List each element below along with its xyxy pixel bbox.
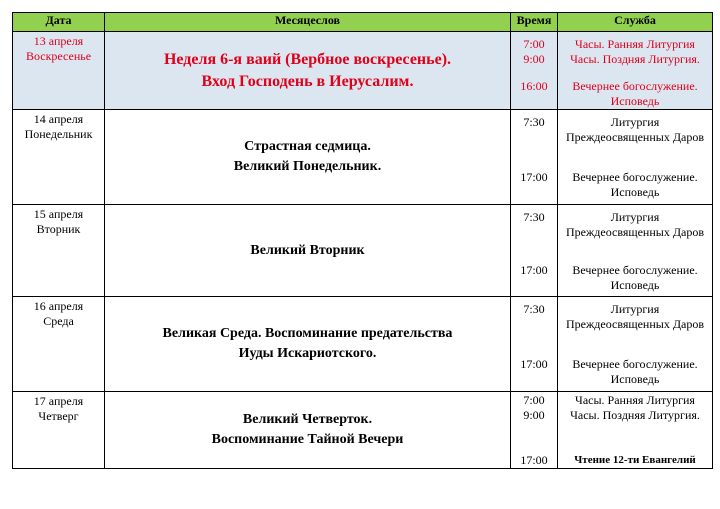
- date: 16 апреля: [33, 299, 84, 313]
- feast-title-line2: Вход Господень в Иерусалим.: [201, 72, 414, 90]
- feast-title-line1: Великая Среда. Воспоминание предательства: [162, 326, 453, 341]
- date-cell: [13, 110, 105, 205]
- table-row: [13, 110, 713, 205]
- header-date: Дата: [13, 13, 105, 32]
- feast-title-line1: Неделя 6-я ваий (Вербное воскресенье).: [163, 50, 452, 68]
- service: Исповедь: [610, 94, 660, 108]
- feast-title-line2: Великий Понедельник.: [233, 159, 382, 174]
- header-row: [13, 13, 713, 32]
- feast-title-cell: [105, 205, 511, 297]
- service: Часы. Поздняя Литургия.: [570, 52, 700, 66]
- date: 14 апреля: [33, 112, 84, 126]
- service-cell: [558, 205, 713, 297]
- service: Исповедь: [610, 372, 660, 386]
- service: Преждеосвященных Даров: [565, 225, 705, 239]
- service: Вечернее богослужение.: [572, 170, 698, 184]
- service: Часы. Ранняя Литургия: [575, 393, 695, 407]
- time: 7:30: [523, 302, 545, 316]
- table-row: [13, 392, 713, 469]
- service: Чтение 12-ти Евангелий: [574, 454, 696, 466]
- time: 7:30: [523, 115, 545, 129]
- weekday: Воскресенье: [25, 49, 92, 63]
- date: 13 апреля: [33, 34, 84, 48]
- date-cell: [13, 32, 105, 110]
- feast-title-cell: [105, 297, 511, 392]
- time: 16:00: [520, 79, 548, 93]
- service-cell: [558, 392, 713, 469]
- time-cell: [511, 110, 558, 205]
- time: 9:00: [523, 408, 545, 422]
- header-service: Служба: [558, 13, 713, 32]
- feast-title-cell: [105, 392, 511, 469]
- time: 7:30: [523, 210, 545, 224]
- table-row: [13, 205, 713, 297]
- time-cell: [511, 32, 558, 110]
- service: Исповедь: [610, 278, 660, 292]
- service-cell: [558, 110, 713, 205]
- header-time: Время: [511, 13, 558, 32]
- time-cell: [511, 297, 558, 392]
- time: 7:00: [523, 393, 545, 407]
- table-row: [13, 32, 713, 110]
- time-cell: [511, 205, 558, 297]
- time: 7:00: [523, 37, 545, 51]
- service: Литургия: [610, 302, 660, 316]
- service: Вечернее богослужение.: [572, 79, 698, 93]
- feast-title-line1: Страстная седмица.: [244, 139, 371, 154]
- service: Часы. Ранняя Литургия: [575, 37, 695, 51]
- date-cell: [13, 392, 105, 469]
- date-cell: [13, 297, 105, 392]
- date: 15 апреля: [33, 207, 84, 221]
- service: Вечернее богослужение.: [572, 357, 698, 371]
- time: 17:00: [520, 170, 548, 184]
- service: Преждеосвященных Даров: [565, 317, 705, 331]
- weekday: Четверг: [38, 409, 79, 423]
- service: Преждеосвященных Даров: [565, 130, 705, 144]
- weekday: Среда: [43, 314, 74, 328]
- feast-title-cell: [105, 110, 511, 205]
- service: Исповедь: [610, 185, 660, 199]
- weekday: Вторник: [36, 222, 81, 236]
- time: 9:00: [523, 52, 545, 66]
- service: Литургия: [610, 115, 660, 129]
- feast-title-cell: [105, 32, 511, 110]
- service: Литургия: [610, 210, 660, 224]
- date: 17 апреля: [33, 394, 84, 408]
- date-cell: [13, 205, 105, 297]
- schedule-table: [12, 12, 713, 469]
- time-cell: [511, 392, 558, 469]
- time: 17:00: [520, 357, 548, 371]
- feast-title-line1: Великий Вторник: [250, 242, 365, 258]
- service: Вечернее богослужение.: [572, 263, 698, 277]
- table-row: [13, 297, 713, 392]
- feast-title-line2: Воспоминание Тайной Вечери: [211, 432, 404, 447]
- time: 17:00: [520, 453, 548, 467]
- service-cell: [558, 297, 713, 392]
- service: Часы. Поздняя Литургия.: [570, 408, 700, 422]
- weekday: Понедельник: [24, 127, 93, 141]
- service-cell: [558, 32, 713, 110]
- time: 17:00: [520, 263, 548, 277]
- feast-title-line2: Иуды Искариотского.: [238, 346, 377, 361]
- header-menology: Месяцеслов: [105, 13, 511, 32]
- feast-title-line1: Великий Четверток.: [242, 412, 373, 427]
